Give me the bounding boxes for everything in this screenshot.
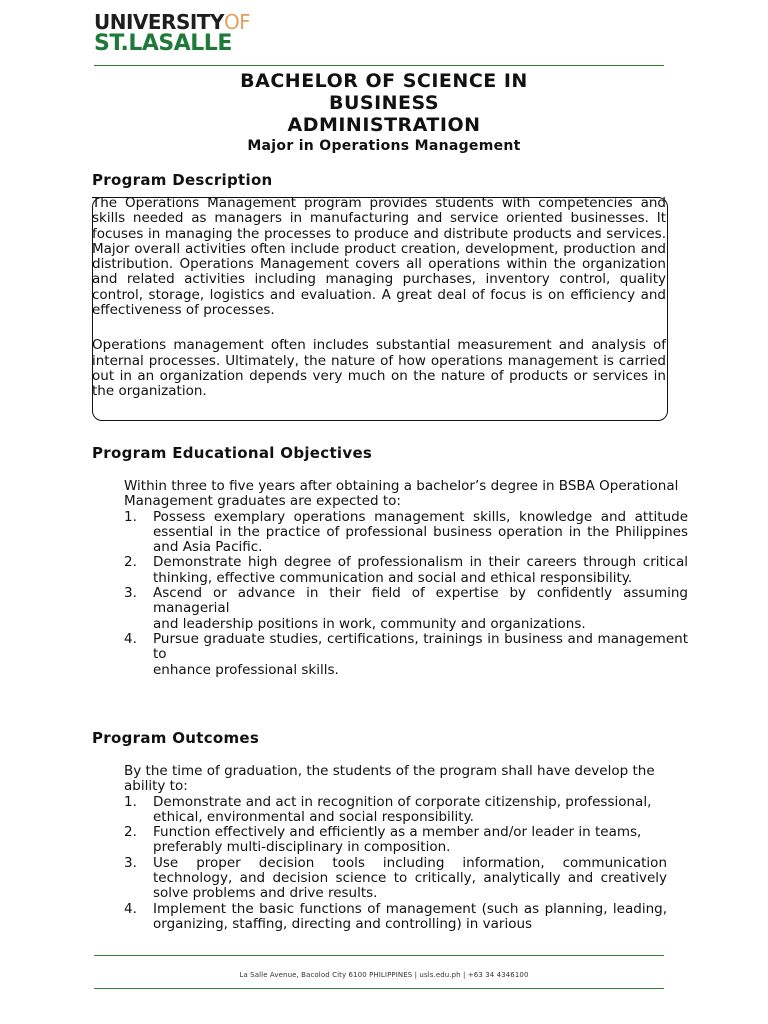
outcome-text: Demonstrate and act in recognition of corporate citizenship, professional, ethical, environmental and social responsibility. [153,793,652,825]
footer-address: La Salle Avenue, Bacolod City 6100 PHILIPPINES | usls.edu.ph | +63 34 4346100 [239,971,529,979]
list-number: 3. [124,854,137,871]
outcome-text: Function effectively and efficiently as a member and/or leader in teams, [153,824,642,841]
list-number: 3. [124,585,137,602]
logo-of-text: OF [223,10,251,34]
outcome-text: Use proper decision tools including information, communication technology, and decision science to critically, analytically and creatively solve problems and drive results. [153,854,667,902]
outcome-item [124,902,667,933]
title-line-1: BACHELOR OF SCIENCE IN [240,70,528,92]
outcome-text: Implement the basic functions of management (such as planning, leading, organizing, staffing, directing and controlling) in various [153,900,667,932]
objectives-intro-1: Within three to five years after obtaining a bachelor’s degree in BSBA Operational [124,478,679,494]
description-paragraph-1: The Operations Management program provides students with competencies and skills needed as managers in manufacturing and service oriented businesses. It focuses in managing the processes to produce and distribute products and services. Major overall activities often include product creation, development, production and distribution. Operations Management covers all operations within the organization and related activities including managing purchases, inventory control, quality control, storage, logistics and evaluation. A great deal of focus is on efficiency and effectiveness of processes. [92,195,666,319]
title-line-2: BUSINESS [328,92,440,114]
header-divider [94,65,664,66]
logo-university-text: UNIVERSITY [94,10,224,34]
outcome-text-continued: preferably multi-disciplinary in composition. [153,839,451,856]
title-line-3: ADMINISTRATION [287,114,481,136]
objectives-heading: Program Educational Objectives [92,444,373,462]
list-number: 1. [124,508,137,525]
outcomes-intro: By the time of graduation, the students of the program shall have develop the ability to: [124,763,655,795]
title-subtitle: Major in Operations Management [247,138,521,154]
footer-divider-bottom [94,988,664,989]
objective-text: Ascend or advance in their field of expertise by confidently assuming managerial [153,585,688,617]
objectives-intro-2: Management graduates are expected to: [124,493,401,510]
outcome-item [124,856,667,902]
list-number: 4. [124,900,137,917]
outcomes-heading: Program Outcomes [92,729,260,747]
objective-text: Possess exemplary operations management skills, knowledge and attitude essential in the practice of professional business operation in the Philippines and Asia Pacific. [153,508,688,556]
objective-text-continued: enhance professional skills. [153,661,339,678]
description-paragraph-2: Operations management often includes substantial measurement and analysis of internal processes. Ultimately, the nature of how operations management is carried out in an organization depends very much on the nature of products or services in the organization. [92,337,666,400]
university-logo [94,12,254,55]
outcomes-list [124,795,667,933]
outcome-item [124,795,667,826]
document-title [0,70,768,154]
outcome-item [124,825,667,856]
objective-item [124,632,688,678]
list-number: 2. [124,554,137,571]
objectives-section [124,479,688,678]
program-description-heading: Program Description [92,171,273,189]
objective-item [124,510,688,556]
logo-line-1 [94,12,254,32]
objectives-list [124,510,688,678]
objective-text: Pursue graduate studies, certifications, trainings in business and management to [153,630,688,663]
outcomes-section [124,764,667,932]
list-number: 4. [124,630,137,647]
objective-text: Demonstrate high degree of professionalism in their careers through critical thinking, effective communication and social and ethical responsibility. [153,554,688,586]
list-number: 1. [124,793,137,810]
program-description-text [92,196,666,400]
objective-item [124,555,688,586]
footer-divider-top [94,955,664,956]
objective-text-continued: and leadership positions in work, community and organizations. [153,615,586,632]
objective-item [124,586,688,632]
list-number: 2. [124,824,137,841]
logo-line-2: ST.LASALLE [94,31,232,56]
